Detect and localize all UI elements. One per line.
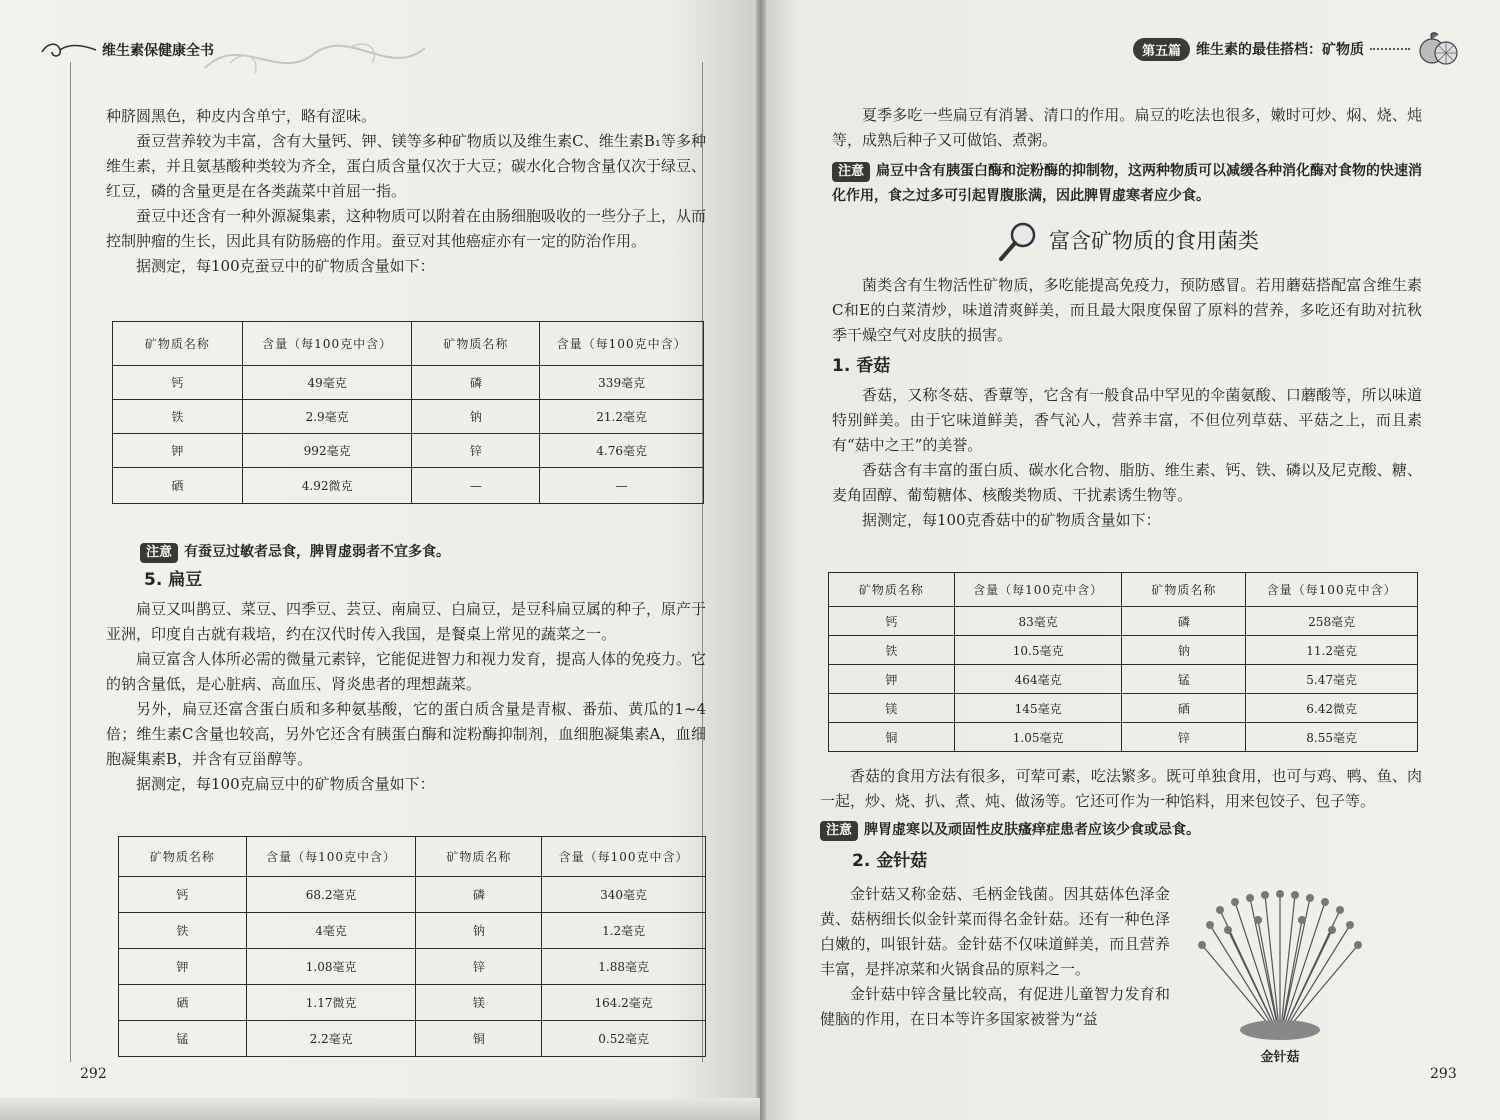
paragraph: 蚕豆中还含有一种外源凝集素，这种物质可以附着在由肠细胞吸收的一些分子上，从而控制肿瘤的生长，因此具有防肠癌的作用。蚕豆对其他癌症亦有一定的防治作用。	[106, 207, 707, 250]
table-cell: 磷	[1122, 607, 1246, 636]
table-cell: 5.47毫克	[1246, 665, 1418, 694]
paragraph: 种脐圆黑色，种皮内含单宁，略有涩味。	[106, 107, 377, 125]
enoki-mushroom-image	[1180, 890, 1380, 1040]
right-body-middle	[820, 764, 1422, 878]
table-row	[113, 400, 704, 434]
caution-note	[832, 159, 1422, 209]
table-cell: 2.9毫克	[242, 400, 412, 434]
left-running-title: 维生素保健康全书	[102, 43, 214, 59]
table-cell: 21.2毫克	[540, 400, 704, 434]
table-cell: 2.2毫克	[246, 1021, 416, 1057]
table-cell: 锌	[412, 434, 540, 468]
left-body-top	[106, 104, 706, 279]
table-row	[119, 949, 706, 985]
table-header-cell: 矿物质名称	[829, 573, 955, 607]
table-cell: 硒	[119, 985, 247, 1021]
table-cell: 464毫克	[954, 665, 1122, 694]
table-row	[829, 607, 1418, 636]
table-cell: 锌	[1122, 723, 1246, 752]
right-body-bottom	[820, 882, 1170, 1032]
table-cell: 258毫克	[1246, 607, 1418, 636]
table-row	[113, 468, 704, 504]
header-dotted-rule	[1370, 48, 1410, 50]
paragraph: 据测定，每100克香菇中的矿物质含量如下：	[862, 511, 1161, 529]
table-header-row	[113, 322, 704, 366]
section-heading: 2. 金针菇	[852, 851, 928, 871]
right-running-title: 维生素的最佳搭档：矿物质	[1196, 42, 1364, 58]
table-cell: 1.17微克	[246, 985, 416, 1021]
table-cell: 磷	[416, 877, 542, 913]
table-row	[113, 366, 704, 400]
table-row	[119, 913, 706, 949]
floral-ornament-icon	[200, 28, 430, 88]
table-header-cell: 矿物质名称	[113, 322, 243, 366]
shiitake-mineral-table	[828, 572, 1418, 752]
caution-note	[820, 818, 1422, 843]
table-header-cell: 含量（每100克中含）	[540, 322, 704, 366]
table-cell: 铜	[416, 1021, 542, 1057]
table-cell: 锰	[1122, 665, 1246, 694]
table-cell: 68.2毫克	[246, 877, 416, 913]
table-cell: —	[412, 468, 540, 504]
image-caption: 金针菇	[1260, 1050, 1300, 1065]
left-body-bottom	[106, 562, 706, 797]
table-cell: 钠	[1122, 636, 1246, 665]
caution-tag: 注意	[140, 543, 178, 563]
table-row	[113, 434, 704, 468]
table-row	[829, 694, 1418, 723]
right-body-top	[832, 103, 1422, 533]
topic-title: 富含矿物质的食用菌类	[1049, 228, 1259, 253]
table-cell: 钠	[412, 400, 540, 434]
table-header-row	[119, 837, 706, 877]
paragraph: 夏季多吃一些扁豆有消暑、清口的作用。扁豆的吃法也很多，嫩时可炒、焖、烧、炖等，成熟后种子又可做馅、煮粥。	[832, 106, 1422, 149]
table-cell: 铁	[113, 400, 243, 434]
table-header-cell: 矿物质名称	[119, 837, 247, 877]
orange-fruit-icon	[1416, 29, 1460, 69]
table-cell: —	[540, 468, 704, 504]
topic-heading	[832, 219, 1422, 263]
section-heading: 5. 扁豆	[144, 570, 203, 590]
paragraph: 扁豆富含人体所必需的微量元素锌，它能促进智力和视力发育，提高人体的免疫力。它的钠含量低，是心脏病、高血压、肾炎患者的理想蔬菜。	[106, 650, 707, 693]
magnifier-icon	[995, 219, 1041, 263]
caution-text: 有蚕豆过敏者忌食，脾胃虚弱者不宜多食。	[184, 544, 451, 560]
table-cell: 铁	[119, 913, 247, 949]
table-header-row	[829, 573, 1418, 607]
page-bottom-shadow	[0, 1098, 760, 1120]
table-cell: 992毫克	[242, 434, 412, 468]
table-cell: 钙	[113, 366, 243, 400]
hyacinth-bean-mineral-table	[118, 836, 706, 1057]
paragraph: 香菇的食用方法有很多，可荤可素，吃法繁多。既可单独食用，也可与鸡、鸭、鱼、肉一起，炒、烧、扒、煮、炖、做汤等。它还可作为一种馅料，用来包饺子、包子等。	[820, 767, 1422, 810]
chapter-badge: 第五篇	[1133, 38, 1190, 61]
caution-text: 脾胃虚寒以及顽固性皮肤瘙痒症患者应该少食或忌食。	[864, 822, 1201, 838]
caution-tag: 注意	[820, 821, 858, 841]
table-row	[829, 636, 1418, 665]
left-running-header	[40, 38, 214, 62]
table-row	[119, 1021, 706, 1057]
table-cell: 4毫克	[246, 913, 416, 949]
book-gutter	[756, 0, 766, 1120]
table-cell: 164.2毫克	[542, 985, 706, 1021]
paragraph: 另外，扁豆还富含蛋白质和多种氨基酸，它的蛋白质含量是青椒、番茄、黄瓜的1~4倍；维生素C含量也较高，另外它还含有胰蛋白酶和淀粉酶抑制剂，血细胞凝集素A，血细胞凝集素B，并含有豆甾醇等。	[106, 700, 706, 768]
table-cell: 硒	[1122, 694, 1246, 723]
table-cell: 8.55毫克	[1246, 723, 1418, 752]
table-cell: 145毫克	[954, 694, 1122, 723]
table-cell: 铁	[829, 636, 955, 665]
table-header-cell: 含量（每100克中含）	[242, 322, 412, 366]
table-row	[119, 985, 706, 1021]
table-cell: 磷	[412, 366, 540, 400]
table-cell: 49毫克	[242, 366, 412, 400]
table-cell: 镁	[416, 985, 542, 1021]
paragraph: 据测定，每100克扁豆中的矿物质含量如下：	[136, 775, 435, 793]
paragraph: 金针菇中锌含量比较高，有促进儿童智力发育和健脑的作用，在日本等许多国家被誉为“益	[820, 985, 1170, 1028]
table-header-cell: 含量（每100克中含）	[246, 837, 416, 877]
table-header-cell: 矿物质名称	[412, 322, 540, 366]
swirl-ornament-icon	[40, 40, 98, 60]
table-cell: 钾	[119, 949, 247, 985]
table-cell: 1.2毫克	[542, 913, 706, 949]
table-header-cell: 含量（每100克中含）	[954, 573, 1122, 607]
table-cell: 钠	[416, 913, 542, 949]
paragraph: 香菇，又称冬菇、香蕈等，它含有一般食品中罕见的伞菌氨酸、口蘑酸等，所以味道特别鲜美。由于它味道鲜美，香气沁人，营养丰富，不但位列草菇、平菇之上，而且素有“菇中之王”的美誉。	[832, 386, 1422, 454]
table-header-cell: 含量（每100克中含）	[1246, 573, 1418, 607]
table-cell: 83毫克	[954, 607, 1122, 636]
table-cell: 钙	[829, 607, 955, 636]
table-row	[119, 877, 706, 913]
table-cell: 锌	[416, 949, 542, 985]
table-cell: 10.5毫克	[954, 636, 1122, 665]
table-cell: 4.92微克	[242, 468, 412, 504]
caution-text: 扁豆中含有胰蛋白酶和淀粉酶的抑制物，这两种物质可以减缓各种消化酶对食物的快速消化作用，食之过多可引起胃腹胀满，因此脾胃虚寒者应少食。	[832, 163, 1423, 204]
table-cell: 镁	[829, 694, 955, 723]
table-cell: 钙	[119, 877, 247, 913]
table-cell: 6.42微克	[1246, 694, 1418, 723]
paragraph: 蚕豆营养较为丰富，含有大量钙、钾、镁等多种矿物质以及维生素C、维生素B₁等多种维生素，并且氨基酸种类较为齐全，蛋白质含量仅次于大豆；碳水化合物含量仅次于绿豆、红豆，磷的含量更是在各类蔬菜中首屈一指。	[106, 132, 707, 200]
table-cell: 钾	[829, 665, 955, 694]
left-page-number: 292	[80, 1066, 107, 1082]
section-heading: 1. 香菇	[832, 356, 891, 376]
table-cell: 硒	[113, 468, 243, 504]
table-cell: 铜	[829, 723, 955, 752]
table-header-cell: 矿物质名称	[416, 837, 542, 877]
table-cell: 1.88毫克	[542, 949, 706, 985]
table-cell: 339毫克	[540, 366, 704, 400]
table-cell: 钾	[113, 434, 243, 468]
broad-bean-mineral-table	[112, 321, 704, 504]
table-header-cell: 矿物质名称	[1122, 573, 1246, 607]
paragraph: 金针菇又称金菇、毛柄金钱菌。因其菇体色泽金黄、菇柄细长似金针菜而得名金针菇。还有一种色泽白嫩的，叫银针菇。金针菇不仅味道鲜美，而且营养丰富，是拌凉菜和火锅食品的原料之一。	[820, 885, 1170, 978]
table-cell: 1.08毫克	[246, 949, 416, 985]
table-cell: 340毫克	[542, 877, 706, 913]
table-cell: 4.76毫克	[540, 434, 704, 468]
left-margin-rule	[70, 62, 71, 1062]
table-row	[829, 723, 1418, 752]
paragraph: 香菇含有丰富的蛋白质、碳水化合物、脂肪、维生素、钙、铁、磷以及尼克酸、糖、麦角固醇、葡萄糖体、核酸类物质、干扰素诱生物等。	[832, 461, 1422, 504]
table-row	[829, 665, 1418, 694]
table-cell: 1.05毫克	[954, 723, 1122, 752]
table-header-cell: 含量（每100克中含）	[542, 837, 706, 877]
right-running-header	[1133, 36, 1460, 62]
right-page-number: 293	[1430, 1066, 1457, 1082]
table-cell: 11.2毫克	[1246, 636, 1418, 665]
caution-tag: 注意	[832, 162, 870, 182]
paragraph: 菌类含有生物活性矿物质，多吃能提高免疫力，预防感冒。若用蘑菇搭配富含维生素C和E的白菜清炒，味道清爽鲜美，而且最大限度保留了原料的营养，多吃还有助对抗秋季干燥空气对皮肤的损害。	[832, 276, 1422, 344]
paragraph: 据测定，每100克蚕豆中的矿物质含量如下：	[136, 257, 435, 275]
paragraph: 扁豆又叫鹊豆、菜豆、四季豆、芸豆、南扁豆、白扁豆，是豆科扁豆属的种子，原产于亚洲，印度自古就有栽培，约在汉代时传入我国，是餐桌上常见的蔬菜之一。	[106, 600, 707, 643]
table-cell: 0.52毫克	[542, 1021, 706, 1057]
table-cell: 锰	[119, 1021, 247, 1057]
